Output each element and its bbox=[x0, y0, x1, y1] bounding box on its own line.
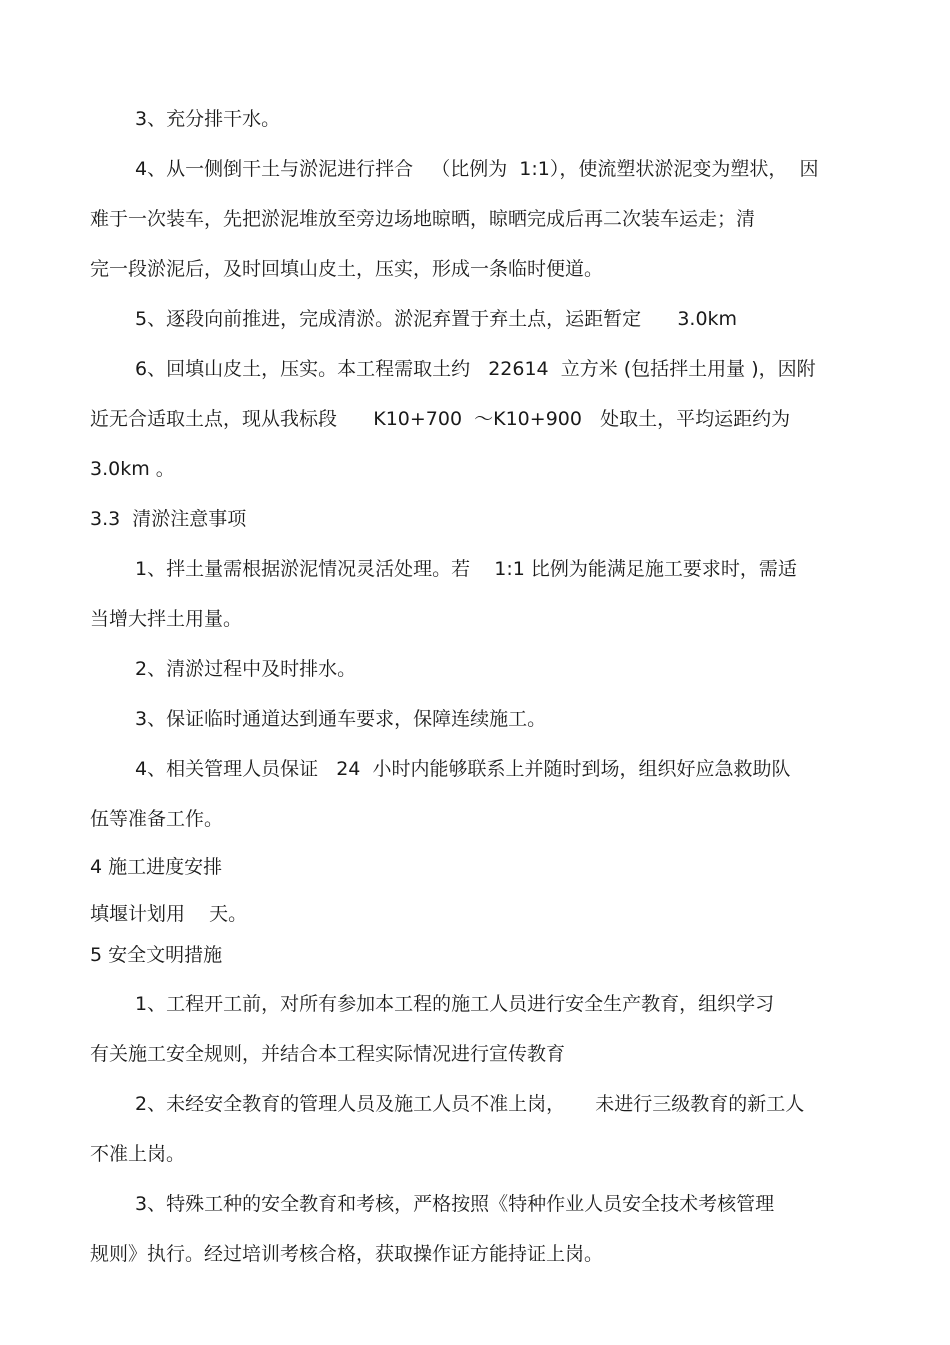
text-line: 4、从一侧倒干土与淤泥进行拌合 （比例为 1:1），使流塑状淤泥变为塑状， 因 bbox=[135, 158, 819, 180]
section-heading: 5 安全文明措施 bbox=[90, 944, 223, 966]
text-line: 6、回填山皮土，压实。本工程需取土约 22614 立方米 (包括拌土用量 )，因附 bbox=[135, 358, 816, 380]
section-heading: 3.3 清淤注意事项 bbox=[90, 508, 247, 530]
text-line: 2、未经安全教育的管理人员及施工人员不准上岗， 未进行三级教育的新工人 bbox=[135, 1093, 805, 1115]
text-line: 1、拌土量需根据淤泥情况灵活处理。若 1:1 比例为能满足施工要求时，需适 bbox=[135, 558, 797, 580]
text-line: 近无合适取土点，现从我标段 K10+700 ～K10+900 处取土，平均运距约为 bbox=[90, 408, 791, 430]
text-line: 3、保证临时通道达到通车要求，保障连续施工。 bbox=[135, 708, 547, 730]
text-line: 当增大拌土用量。 bbox=[90, 608, 243, 630]
text-line: 3、特殊工种的安全教育和考核，严格按照《特种作业人员安全技术考核管理 bbox=[135, 1193, 775, 1215]
text-line: 3、充分排干水。 bbox=[135, 108, 281, 130]
text-line: 难于一次装车，先把淤泥堆放至旁边场地晾晒，晾晒完成后再二次装车运走；清 bbox=[90, 208, 756, 230]
text-line: 填堰计划用 天。 bbox=[90, 903, 248, 925]
text-line: 3.0km 。 bbox=[90, 458, 175, 480]
text-line: 不准上岗。 bbox=[90, 1143, 186, 1165]
text-line: 完一段淤泥后，及时回填山皮土，压实，形成一条临时便道。 bbox=[90, 258, 604, 280]
text-line: 4、相关管理人员保证 24 小时内能够联系上并随时到场，组织好应急救助队 bbox=[135, 758, 791, 780]
text-line: 5、逐段向前推进，完成清淤。淤泥弃置于弃土点，运距暂定 3.0km bbox=[135, 308, 738, 330]
text-line: 伍等准备工作。 bbox=[90, 808, 224, 830]
text-line: 2、清淤过程中及时排水。 bbox=[135, 658, 357, 680]
section-heading: 4 施工进度安排 bbox=[90, 856, 223, 878]
text-line: 规则》执行。经过培训考核合格，获取操作证方能持证上岗。 bbox=[90, 1243, 604, 1265]
text-line: 1、工程开工前，对所有参加本工程的施工人员进行安全生产教育，组织学习 bbox=[135, 993, 775, 1015]
text-line: 有关施工安全规则，并结合本工程实际情况进行宣传教育 bbox=[90, 1043, 566, 1065]
